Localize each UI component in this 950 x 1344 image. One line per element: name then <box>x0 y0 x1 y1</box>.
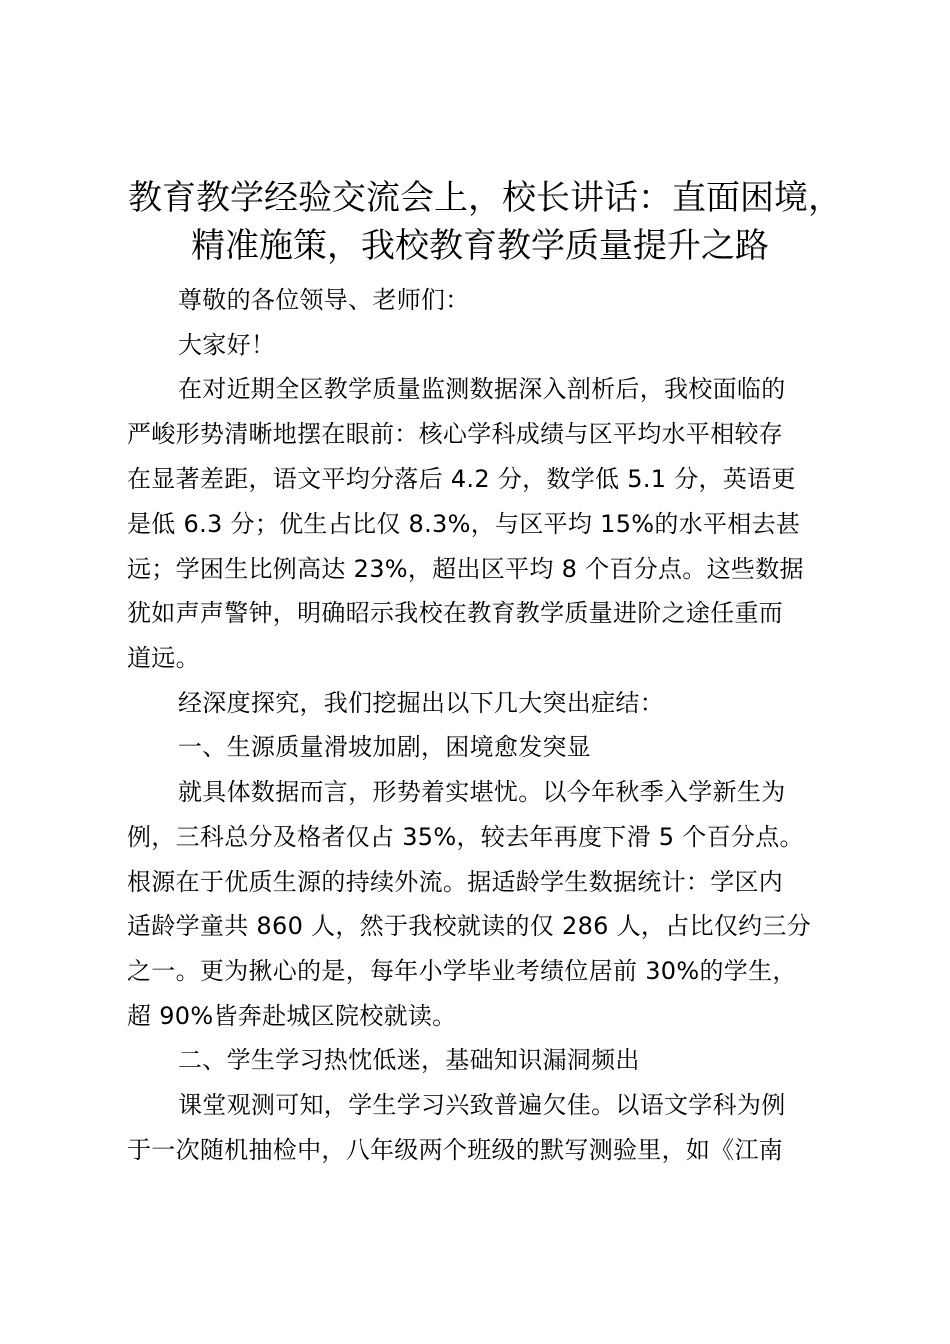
greeting: 大家好！ <box>178 331 276 359</box>
paragraph-line: 之一。更为揪心的是，每年小学毕业考绩位居前 30%的学生， <box>127 957 797 985</box>
paragraph-line: 就具体数据而言，形势着实堪忧。以今年秋季入学新生为 <box>178 778 786 806</box>
paragraph-line: 远；学困生比例高达 23%，超出区平均 8 个百分点。这些数据 <box>127 555 804 583</box>
section-heading-2: 二、学生学习热忱低迷，基础知识漏洞频出 <box>178 1046 640 1074</box>
paragraph-line: 课堂观测可知，学生学习兴致普遍欠佳。以语文学科为例 <box>178 1091 786 1119</box>
salutation: 尊敬的各位领导、老师们： <box>178 286 470 314</box>
paragraph-line: 道远。 <box>127 644 200 672</box>
paragraph-line: 是低 6.3 分；优生占比仅 8.3%，与区平均 15%的水平相去甚 <box>127 510 801 538</box>
paragraph-line: 经深度探究，我们挖掘出以下几大突出症结： <box>178 689 664 717</box>
paragraph-line: 犹如声声警钟，明确昭示我校在教育教学质量进阶之途任重而 <box>127 599 784 627</box>
document-title-line-2: 精准施策，我校教育教学质量提升之路 <box>191 226 769 266</box>
paragraph-line: 例，三科总分及格者仅占 35%，较去年再度下滑 5 个百分点。 <box>127 823 804 851</box>
paragraph-line: 超 90%皆奔赴城区院校就读。 <box>127 1002 457 1030</box>
paragraph-line: 于一次随机抽检中，八年级两个班级的默写测验里，如《江南 <box>127 1136 784 1164</box>
section-heading-1: 一、生源质量滑坡加剧，困境愈发突显 <box>178 733 592 761</box>
paragraph-line: 根源在于优质生源的持续外流。据适龄学生数据统计：学区内 <box>127 868 784 896</box>
paragraph-line: 在显著差距，语文平均分落后 4.2 分，数学低 5.1 分，英语更 <box>127 465 796 493</box>
paragraph-line: 在对近期全区教学质量监测数据深入剖析后，我校面临的 <box>178 375 786 403</box>
paragraph-line: 适龄学童共 860 人，然于我校就读的仅 286 人，占比仅约三分 <box>127 912 812 940</box>
document-title-line-1: 教育教学经验交流会上，校长讲话：直面困境， <box>128 178 842 218</box>
paragraph-line: 严峻形势清晰地摆在眼前：核心学科成绩与区平均水平相较存 <box>127 420 784 448</box>
